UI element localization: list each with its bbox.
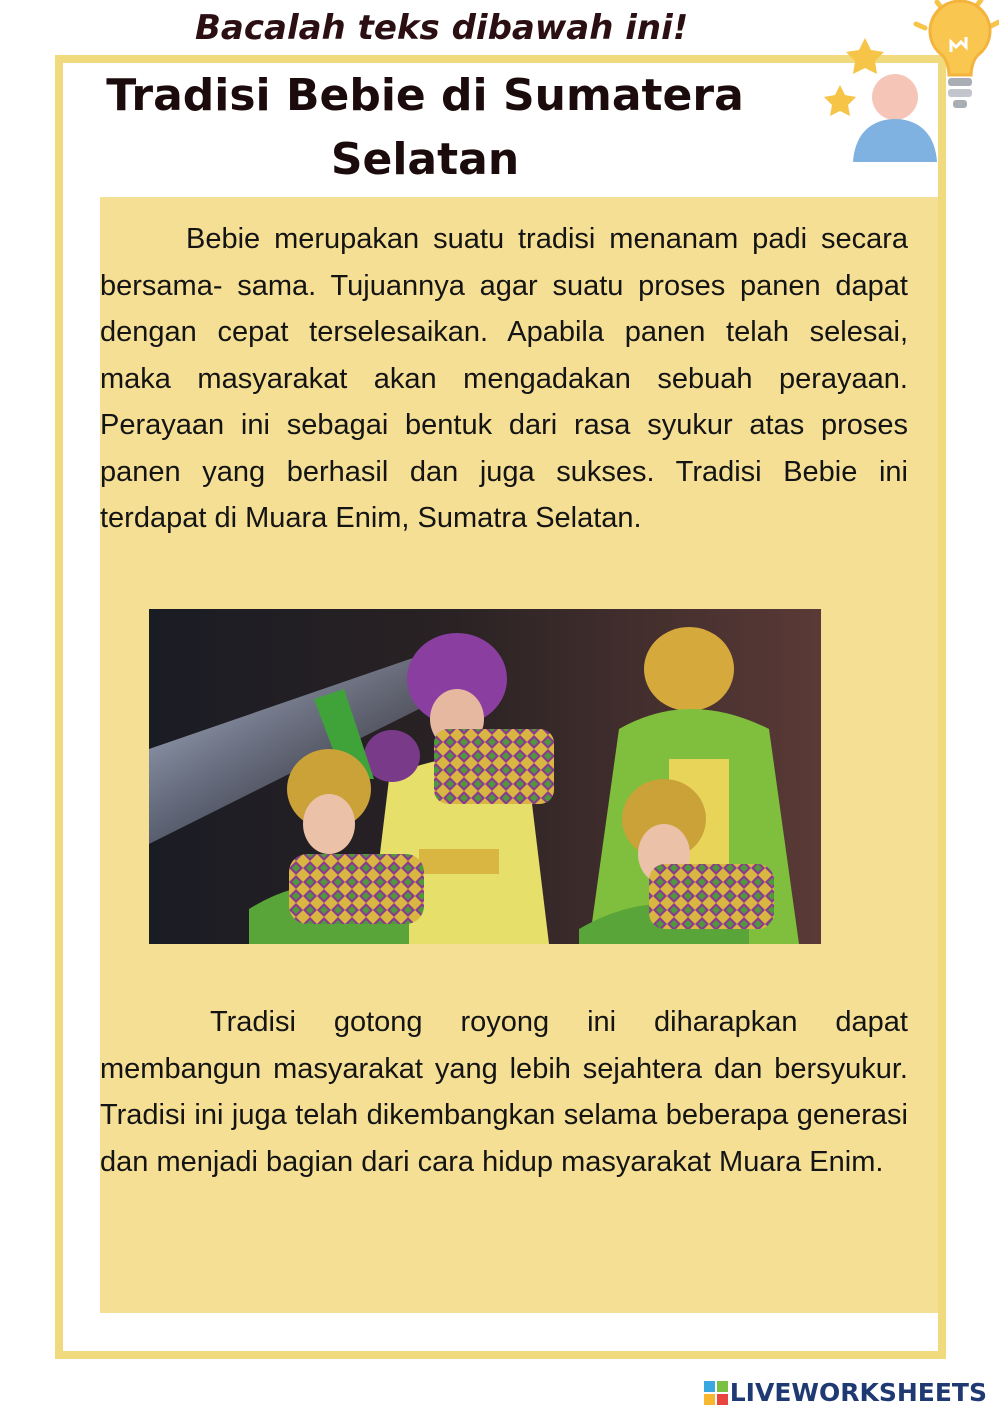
paragraph-1: Bebie merupakan suatu tradisi menanam padi secara bersama- sama. Tujuannya agar suatu proses panen dapat dengan cepat terselesaikan. Apabila panen telah selesai, maka masyarakat akan mengadakan sebuah perayaan. Perayaan ini sebagai bentuk dari rasa syukur atas proses panen yang berhasil dan juga sukses. Tradisi Bebie ini terdapat di Muara Enim, Sumatra Selatan. (100, 223, 908, 534)
title-line-1: Tradisi Bebie di Sumatera (106, 70, 744, 121)
liveworksheets-logo[interactable] (704, 1378, 987, 1407)
idea-person-icon (815, 0, 999, 165)
instruction-heading: Bacalah teks dibawah ini! (195, 8, 689, 48)
liveworksheets-logo-icon (704, 1381, 728, 1405)
title-line-2: Selatan (330, 134, 520, 185)
logo-text: LIVEWORKSHEETS (729, 1378, 987, 1407)
page-title (80, 64, 770, 192)
bebie-dancers-photo (149, 609, 821, 944)
paragraph-2: Tradisi gotong royong ini diharapkan dapat membangun masyarakat yang lebih sejahtera dan bersyukur. Tradisi ini juga telah dikembangkan selama beberapa generasi dan menjadi bagian dari cara hidup masyarakat Muara Enim. (100, 1006, 908, 1178)
